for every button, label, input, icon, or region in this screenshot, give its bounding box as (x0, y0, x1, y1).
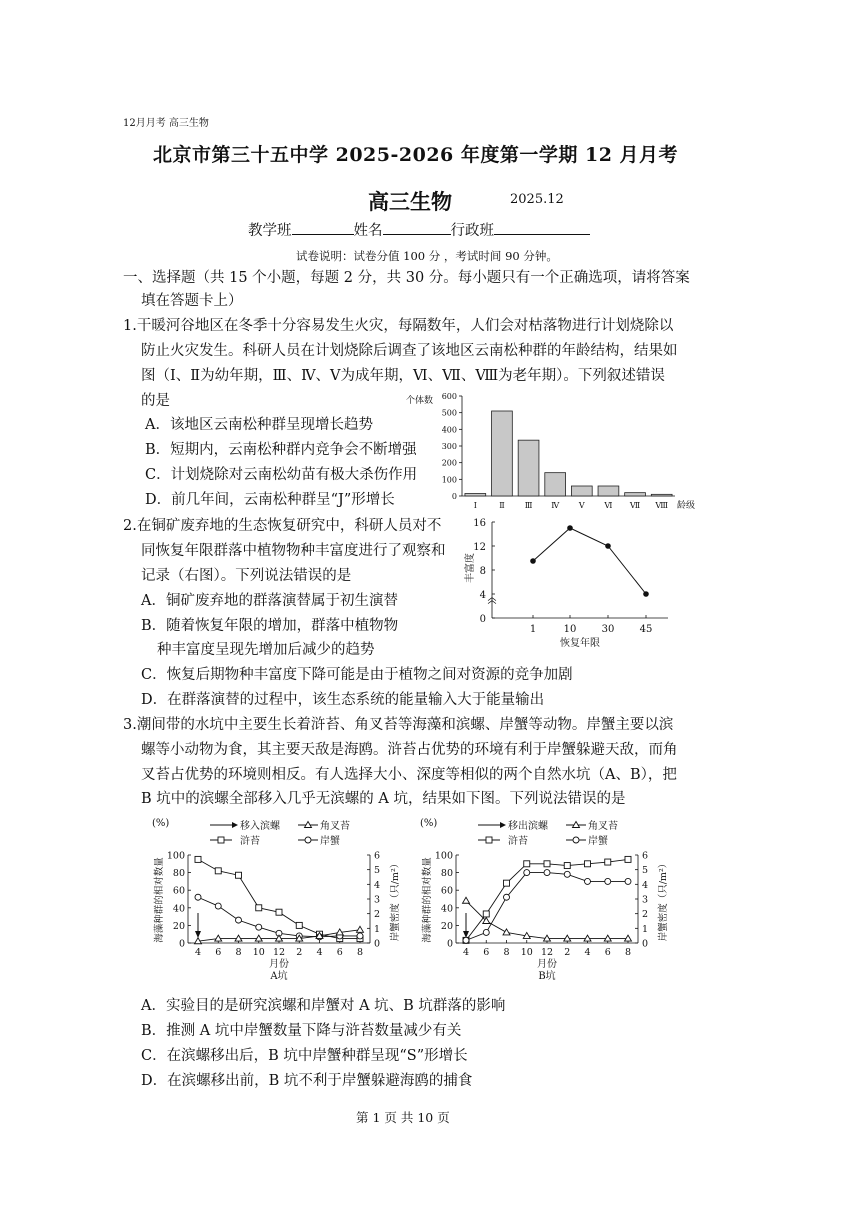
legend-triangle-marker (573, 822, 580, 828)
x-tick-label: Ⅶ (629, 501, 641, 510)
admin-blank[interactable] (494, 220, 590, 235)
q3-stem-line: B 坑中的滨螺全部移入几乎无滨螺的 A 坑，结果如下图。下列说法错误的是 (141, 791, 626, 807)
x-axis-label: 龄级 (677, 501, 696, 511)
x-tick-label: 6 (215, 947, 222, 958)
data-point (605, 543, 611, 549)
left-tick-label: 40 (440, 903, 453, 915)
bar (518, 440, 539, 496)
admin-label: 行政班 (450, 223, 494, 239)
left-tick-label: 0 (178, 938, 185, 950)
square-marker (276, 909, 282, 915)
legend-jiaochatai-label: 角叉苔 (320, 821, 350, 832)
circle-marker (236, 917, 242, 923)
y-tick-label: 100 (441, 475, 457, 485)
bar (651, 494, 672, 496)
q3-option-b[interactable]: B．推测 A 坑中岸蟹数量下降与浒苔数量减少有关 (141, 1023, 462, 1039)
x-tick-label: 12 (540, 947, 554, 958)
circle-marker (585, 878, 591, 884)
name-blank[interactable] (383, 220, 451, 235)
series-line-circle (466, 873, 628, 941)
q1-option-b[interactable]: B．短期内，云南松种群内竞争会不断增强 (145, 442, 417, 458)
q3-stem-line: 叉苔占优势的环境则相反。有人选择大小、深度等相似的两个自然水坑（A、B），把 (141, 767, 677, 783)
x-tick-label: 8 (235, 947, 242, 958)
section-heading-line1: 一、选择题（共 15 个小题，每题 2 分，共 30 分。每小题只有一个正确选项，请将答案 (123, 270, 690, 286)
square-marker (564, 863, 570, 869)
x-axis-label: 月份 (269, 959, 289, 970)
pit-b-chart (418, 812, 680, 988)
pit-a-chart (150, 812, 412, 988)
legend-arrowhead (500, 822, 506, 828)
square-marker (215, 868, 221, 874)
circle-marker (256, 924, 262, 930)
circle-marker (195, 894, 201, 900)
q2-option-a[interactable]: A．铜矿废弃地的群落演替属于初生演替 (141, 593, 398, 609)
class-label: 教学班 (248, 223, 292, 239)
square-marker (296, 922, 302, 928)
richness-chart (458, 510, 678, 662)
circle-marker (463, 937, 469, 943)
left-tick-label: 100 (166, 850, 185, 862)
right-tick-label: 4 (374, 879, 381, 891)
circle-marker (357, 933, 363, 939)
left-axis-label: 海藻种群的相对数量 (422, 857, 433, 943)
q3-option-c[interactable]: C．在滨螺移出后，B 坑中岸蟹种群呈现“S”形增长 (141, 1048, 468, 1064)
data-point (643, 591, 649, 597)
y-tick-label: 12 (473, 542, 486, 553)
q1-stem-line: 防止火灾发生。科研人员在计划烧除后调查了该地区云南松种群的年龄结构，结果如 (141, 343, 678, 359)
age-structure-chart (400, 388, 700, 513)
x-tick-label: 45 (639, 624, 653, 635)
exam-date: 2025.12 (510, 192, 564, 207)
right-axis-label: 岸蟹密度（只/m²） (390, 858, 401, 942)
square-marker (236, 872, 242, 878)
q1-stem-line: 1.干暖河谷地区在冬季十分容易发生火灾，每隔数年，人们会对枯落物进行计划烧除以 (123, 318, 674, 334)
triangle-marker (503, 929, 510, 935)
legend-circle-marker (305, 837, 311, 843)
x-tick-label: 8 (356, 947, 364, 958)
triangle-marker (215, 935, 222, 941)
legend-square-marker (218, 837, 224, 843)
right-tick-label: 4 (642, 879, 649, 891)
x-tick-label: 12 (272, 947, 286, 958)
bar (598, 486, 619, 496)
right-tick-label: 5 (642, 865, 649, 877)
left-tick-label: 60 (172, 885, 185, 897)
legend-circle-marker (573, 837, 579, 843)
bar (625, 493, 646, 496)
x-tick-label: Ⅳ (551, 501, 560, 510)
section-heading-line2: 填在答题卡上） (141, 293, 243, 309)
y-tick-label: 200 (441, 458, 457, 468)
circle-marker (483, 929, 489, 935)
bar (571, 486, 592, 496)
x-tick-label: 2 (564, 947, 571, 958)
q2-stem-line: 同恢复年限群落中植物物种丰富度进行了观察和 (141, 543, 446, 559)
x-tick-label: Ⅵ (604, 501, 613, 510)
x-tick-label: 2 (296, 947, 303, 958)
right-axis-label: 岸蟹密度（只/m²） (658, 858, 669, 942)
exam-note: 试卷说明：试卷分值 100 分 ，考试时间 90 分钟。 (296, 249, 558, 263)
header-tag: 12月月考 高三生物 (123, 118, 209, 129)
circle-marker (605, 878, 611, 884)
legend-crab-label: 岸蟹 (320, 836, 340, 847)
left-tick-label: 20 (172, 920, 185, 932)
right-tick-label: 6 (642, 850, 649, 862)
series-line-square (198, 859, 360, 938)
square-marker (625, 856, 631, 862)
page-footer: 第 1 页 共 10 页 (356, 1110, 450, 1125)
q1-stem-line: 的是 (141, 393, 170, 409)
right-tick-label: 1 (374, 923, 381, 935)
square-marker (483, 911, 489, 917)
right-tick-label: 0 (374, 938, 381, 950)
y-axis-label: 丰富度 (465, 553, 476, 583)
q2-option-c[interactable]: C．恢复后期物种丰富度下降可能是由于植物之间对资源的竞争加剧 (141, 667, 573, 683)
circle-marker (564, 871, 570, 877)
circle-marker (215, 903, 221, 909)
triangle-marker (564, 935, 571, 941)
circle-marker (504, 894, 510, 900)
left-tick-label: 80 (172, 868, 185, 880)
x-tick-label: Ⅷ (655, 501, 668, 510)
chart-caption: A坑 (270, 971, 288, 982)
legend-jiaochatai-label: 角叉苔 (588, 821, 618, 832)
circle-marker (544, 870, 550, 876)
left-unit-label: (%) (420, 818, 438, 829)
square-marker (544, 861, 550, 867)
legend-crab-label: 岸蟹 (588, 836, 608, 847)
q3-stem-line: 3.潮间带的水坑中主要生长着浒苔、角叉苔等海藻和滨螺、岸蟹等动物。岸蟹主要以滨 (123, 717, 674, 733)
x-tick-label: 6 (604, 947, 611, 958)
q2-stem-line: 2.在铜矿废弃地的生态恢复研究中，科研人员对不 (123, 518, 442, 534)
y-tick-label: 400 (441, 425, 457, 435)
data-point (530, 558, 536, 564)
square-marker (605, 859, 611, 865)
x-tick-label: 1 (529, 624, 537, 635)
x-tick-label: 30 (601, 624, 615, 635)
q1-stem-line: 图（Ⅰ、Ⅱ为幼年期，Ⅲ、Ⅳ、Ⅴ为成年期，Ⅵ、Ⅶ、Ⅷ为老年期）。下列叙述错误 (141, 368, 665, 384)
x-tick-label: 10 (563, 624, 577, 635)
bar (545, 473, 566, 496)
y-tick-label: 600 (441, 392, 457, 401)
left-tick-label: 60 (440, 885, 453, 897)
q2-option-b-cont: 种丰富度呈现先增加后减少的趋势 (157, 642, 375, 658)
q3-stem-line: 螺等小动物为食，其主要天敌是海鸥。浒苔占优势的环境有利于岸蟹躲避天敌，而角 (141, 742, 678, 758)
x-tick-label: 4 (316, 947, 323, 958)
circle-marker (524, 870, 530, 876)
legend-triangle-marker (305, 822, 312, 828)
y-tick-label: 0 (479, 614, 486, 625)
y-tick-label: 500 (441, 408, 457, 418)
data-point (567, 525, 573, 531)
x-axis-label: 恢复年限 (560, 638, 600, 649)
x-tick-label: Ⅲ (524, 501, 533, 510)
legend-hutai-label: 浒苔 (240, 836, 260, 847)
x-tick-label: Ⅴ (578, 501, 585, 510)
series-line (533, 528, 646, 594)
triangle-marker (604, 935, 611, 941)
y-axis-label: 个体数 (406, 396, 434, 406)
right-tick-label: 2 (642, 909, 649, 921)
chart-caption: B坑 (538, 971, 556, 982)
right-tick-label: 2 (374, 909, 381, 921)
left-tick-label: 100 (434, 850, 453, 862)
q3-option-d[interactable]: D．在滨螺移出前，B 坑不利于岸蟹躲避海鸥的捕食 (141, 1073, 473, 1089)
legend-arrowhead (232, 822, 238, 828)
info-line (248, 218, 590, 244)
triangle-marker (357, 926, 364, 932)
triangle-marker (463, 897, 470, 903)
square-marker (524, 861, 530, 867)
q1-option-d[interactable]: D．前几年间，云南松种群呈“J”形增长 (145, 492, 395, 508)
legend-move-out-label: 移出滨螺 (508, 821, 548, 832)
triangle-marker (276, 935, 283, 941)
x-tick-label: 10 (252, 947, 265, 958)
triangle-marker (235, 935, 242, 941)
left-tick-label: 0 (446, 938, 453, 950)
left-tick-label: 20 (440, 920, 453, 932)
y-tick-label: 4 (479, 590, 486, 601)
x-tick-label: 6 (336, 947, 343, 958)
q2-option-b[interactable]: B．随着恢复年限的增加，群落中植物物 (141, 618, 399, 634)
q1-option-a[interactable]: A．该地区云南松种群呈现增长趋势 (145, 417, 373, 433)
right-tick-label: 5 (374, 865, 381, 877)
q3-option-a[interactable]: A．实验目的是研究滨螺和岸蟹对 A 坑、B 坑群落的影响 (141, 998, 506, 1014)
x-tick-label: 8 (503, 947, 510, 958)
right-tick-label: 3 (374, 894, 381, 906)
y-tick-label: 8 (479, 566, 486, 577)
q1-option-c[interactable]: C．计划烧除对云南松幼苗有极大杀伤作用 (145, 467, 418, 483)
x-tick-label: 4 (584, 947, 591, 958)
y-tick-label: 16 (473, 518, 486, 529)
legend-square-marker (486, 837, 492, 843)
bar (465, 494, 486, 497)
left-unit-label: (%) (152, 818, 170, 829)
square-marker (195, 856, 201, 862)
square-marker (256, 905, 262, 911)
q2-option-d[interactable]: D．在群落演替的过程中，该生态系统的能量输入大于能量输出 (141, 692, 545, 708)
x-tick-label: Ⅰ (473, 501, 477, 510)
page-title: 北京市第三十五中学 2025-2026 年度第一学期 12 月月考 (153, 144, 679, 166)
x-tick-label: Ⅱ (499, 501, 505, 510)
triangle-marker (625, 935, 632, 941)
left-tick-label: 80 (440, 868, 453, 880)
x-axis-label: 月份 (537, 959, 557, 970)
legend-move-in-label: 移入滨螺 (240, 821, 280, 832)
right-tick-label: 0 (642, 938, 649, 950)
legend-hutai-label: 浒苔 (508, 836, 528, 847)
right-tick-label: 6 (374, 850, 381, 862)
x-tick-label: 4 (194, 947, 202, 958)
y-tick-label: 300 (441, 442, 457, 451)
x-tick-label: 8 (624, 947, 632, 958)
series-line-triangle (466, 901, 628, 939)
triangle-marker (584, 935, 591, 941)
subject-title: 高三生物 (368, 189, 452, 214)
q2-stem-line: 记录（右图）。下列说法错误的是 (141, 568, 352, 584)
left-tick-label: 40 (172, 903, 185, 915)
right-tick-label: 3 (642, 894, 649, 906)
left-axis-label: 海藻种群的相对数量 (154, 857, 165, 943)
x-tick-label: 4 (462, 947, 470, 958)
square-marker (504, 880, 510, 886)
y-tick-label: 0 (451, 492, 457, 501)
name-label: 姓名 (353, 223, 383, 239)
x-tick-label: 6 (483, 947, 490, 958)
triangle-marker (255, 935, 262, 941)
square-marker (585, 861, 591, 867)
circle-marker (625, 878, 631, 884)
x-tick-label: 10 (520, 947, 533, 958)
right-tick-label: 1 (642, 923, 649, 935)
class-blank[interactable] (292, 220, 354, 235)
bar (492, 411, 513, 496)
